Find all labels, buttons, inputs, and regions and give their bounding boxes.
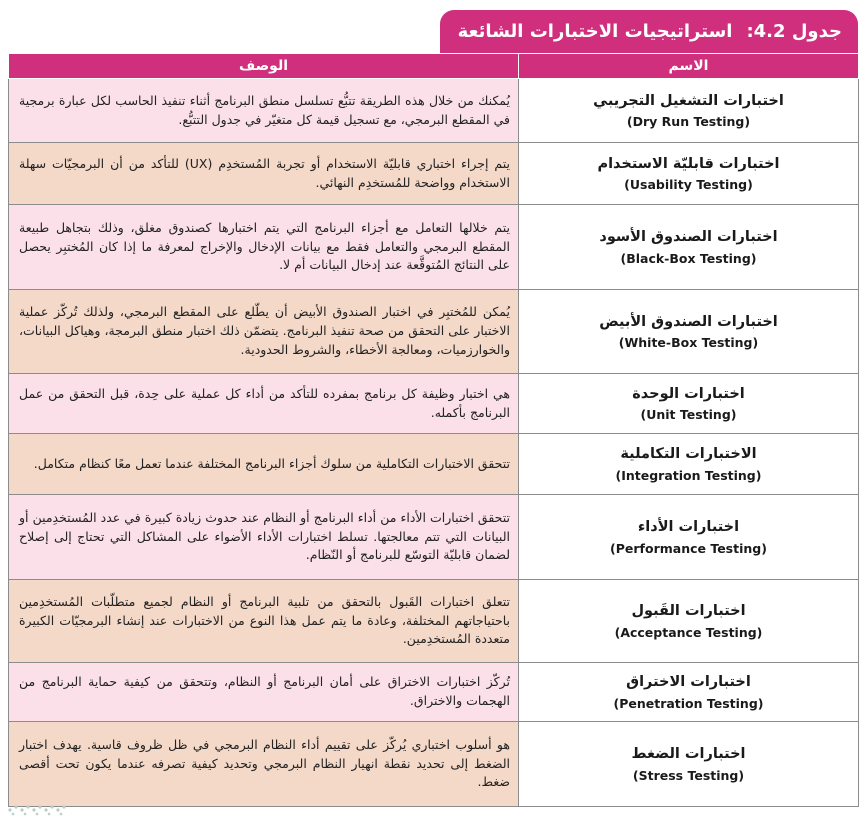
strategy-description: هو أسلوب اختباري يُركّز على تقييم أداء النظام البرمجي في ظل ظروف قاسية. يهدف اختبار الضغط إلى تحديد نقطة انهيار النظام البرمجي وتحديد كيفية تصرفه عندما يكون تحت أقصى ضغط. (9, 722, 519, 807)
strategy-name (519, 663, 859, 722)
table-row (9, 580, 859, 663)
strategy-name (519, 580, 859, 663)
strategy-name-ar: اختبارات قابليّة الاستخدام (597, 155, 780, 172)
table-row (9, 79, 859, 143)
strategy-name-ar: اختبارات الاختراق (626, 674, 751, 691)
strategy-description: يُمكنك من خلال هذه الطريقة تتبُّع تسلسل منطق البرنامج أثناء تنفيذ الحاسب لكل عبارة برمجية في المقطع البرمجي، مع تسجيل قيمة كل متغيّر في جدول التتبُّع. (9, 79, 519, 143)
strategy-name (519, 434, 859, 495)
strategy-name-ar: الاختبارات التكاملية (620, 446, 757, 463)
strategy-description: تتحقق الاختبارات التكاملية من سلوك أجزاء البرنامج المختلفة عندما تعمل معًا كنظام متكامل. (9, 434, 519, 495)
strategy-name-en: (Dry Run Testing) (626, 114, 751, 130)
strategy-name-en: (White-Box Testing) (618, 335, 759, 351)
table-row (9, 434, 859, 495)
table-row (9, 495, 859, 580)
strategy-name (519, 374, 859, 434)
strategy-name-en: (Integration Testing) (615, 467, 762, 483)
strategy-name (519, 722, 859, 807)
strategy-description: يتم خلالها التعامل مع أجزاء البرنامج التي يتم اختبارها كصندوق مغلق، وذلك بتجاهل طبيعة المقطع البرمجي والتعامل فقط مع بيانات الإدخال والإخراج لمعرفة ما إذا كان المُختبِر يحصل على النتائج المُتوقَّعة عند إدخال البيانات أم لا. (9, 205, 519, 290)
strategy-name-en: (Usability Testing) (624, 177, 753, 193)
strategy-name-en: (Performance Testing) (610, 540, 767, 556)
strategy-description: يتم إجراء اختباري قابليّة الاستخدام أو تجربة المُستخدِم (UX) للتأكد من أن البرمجيّات سهلة الاستخدام وواضحة للمُستخدِم النهائي. (9, 143, 519, 205)
strategies-table-container (8, 53, 858, 807)
ministry-logo-icon (4, 796, 70, 820)
strategy-name-ar: اختبارات الوحدة (632, 385, 745, 402)
strategy-description: تتعلق اختبارات القَبول بالتحقق من تلبية البرنامج أو النظام لجميع متطلّبات المُستخدِمين باحتياجاتهم المختلفة، وعادة ما يتم عمل هذا النوع من الاختبارات عند إنشاء البرمجيّات الكبيرة متعددة المُستخدِمين. (9, 580, 519, 663)
strategy-name (519, 143, 859, 205)
table-caption-number: جدول 4.2: (746, 21, 842, 42)
table-header-row (9, 54, 859, 79)
strategy-name-ar: اختبارات الأداء (637, 519, 740, 536)
header-name: الاسم (519, 54, 859, 79)
strategy-description: هي اختبار وظيفة كل برنامج بمفرده للتأكد من أداء كل عملية على حِدة، قبل التحقق من عمل البرنامج بأكمله. (9, 374, 519, 434)
table-row (9, 143, 859, 205)
strategy-name-en: (Stress Testing) (632, 767, 745, 783)
strategy-name (519, 495, 859, 580)
table-row (9, 290, 859, 374)
table-row (9, 205, 859, 290)
table-row (9, 663, 859, 722)
table-caption (440, 10, 858, 53)
strategy-description: تتحقق اختبارات الأداء من أداء البرنامج أو النظام عند حدوث زيادة كبيرة في عدد المُستخدِمين أو البيانات التي تتم معالجتها. تسلط اختبارات الأداء الأضواء على المشاكل التي تحتاج إلى إصلاح لضمان قابليّة التوسّع للبرنامج أو النّظام. (9, 495, 519, 580)
table-row (9, 722, 859, 807)
strategy-name-ar: اختبارات الصندوق الأسود (599, 229, 778, 246)
strategy-name-en: (Penetration Testing) (613, 695, 764, 711)
header-description: الوصف (9, 54, 519, 79)
strategy-name-en: (Black-Box Testing) (620, 250, 757, 266)
strategy-name-ar: اختبارات القَبول (631, 603, 746, 620)
strategy-name-ar: اختبارات الضغط (631, 746, 746, 763)
strategies-table (8, 53, 859, 807)
strategy-name (519, 205, 859, 290)
strategy-name-ar: اختبارات التشغيل التجريبي (593, 92, 784, 109)
table-caption-title: استراتيجيات الاختبارات الشائعة (457, 21, 733, 42)
strategy-description: تُركّز اختبارات الاختراق على أمان البرنامج أو النظام، وتتحقق من كيفية حماية البرنامج من الهجمات والاختراق. (9, 663, 519, 722)
strategy-name-en: (Unit Testing) (640, 407, 737, 423)
strategy-description: يُمكن للمُختبِر في اختبار الصندوق الأبيض أن يطّلع على المقطع البرمجي، ولذلك تُركّز عملية الاختبار على التحقق من صحة تنفيذ البرنامج. يتضمّن ذلك اختبار منطق البرمجة، وهياكل البيانات، والخوارزميات، ومعالجة الأخطاء، والشروط الحدودية. (9, 290, 519, 374)
table-row (9, 374, 859, 434)
strategy-name-en: (Acceptance Testing) (614, 624, 763, 640)
strategy-name (519, 79, 859, 143)
strategy-name-ar: اختبارات الصندوق الأبيض (599, 313, 778, 330)
strategy-name (519, 290, 859, 374)
